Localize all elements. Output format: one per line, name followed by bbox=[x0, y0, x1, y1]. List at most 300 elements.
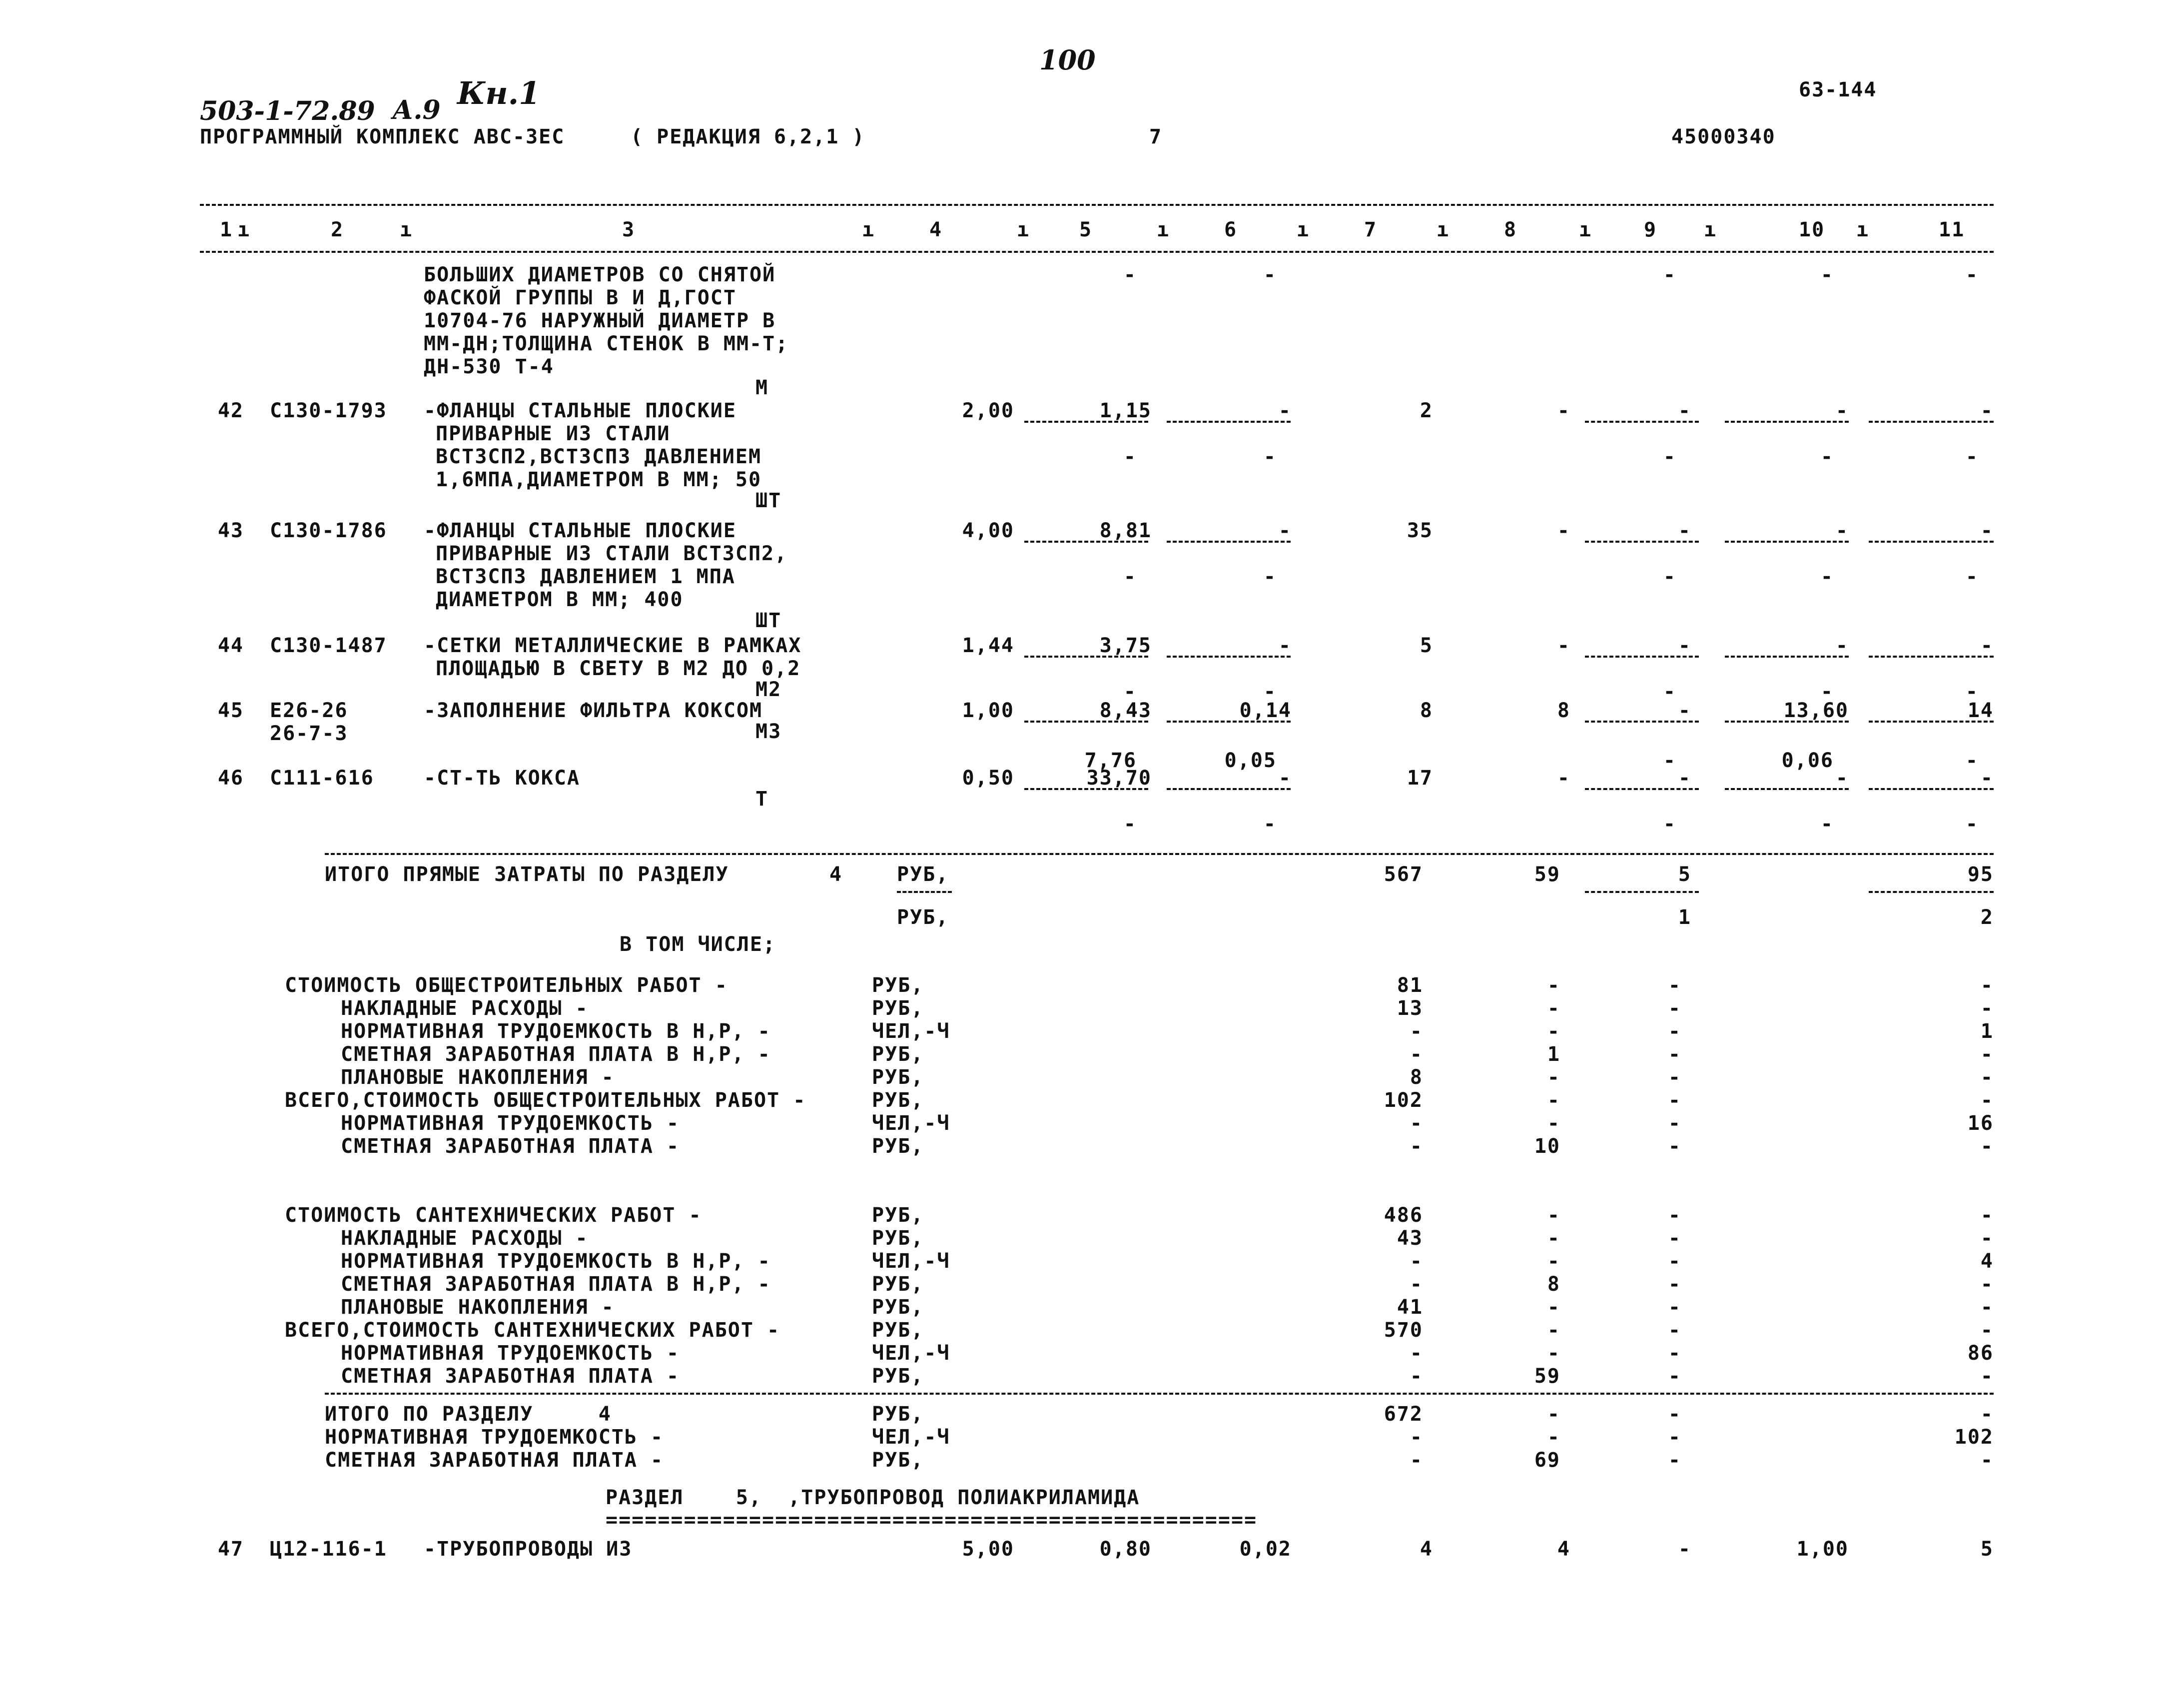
item-value-c11: - bbox=[1980, 767, 1994, 790]
item-value-c9: - bbox=[1678, 634, 1691, 657]
san_rows-unit: РУБ, bbox=[872, 1273, 924, 1296]
san_rows-c9: - bbox=[1668, 1250, 1681, 1273]
item-value-c6: - bbox=[1278, 519, 1292, 542]
item-value-c8: - bbox=[1557, 399, 1570, 422]
item-subvalue-d6: - bbox=[1263, 445, 1277, 468]
item-subvalue-d6: 0,05 bbox=[1224, 749, 1277, 772]
san_rows-c9: - bbox=[1668, 1296, 1681, 1319]
item-value-c8: - bbox=[1557, 767, 1570, 790]
total-direct-label: ИТОГО ПРЯМЫЕ ЗАТРАТЫ ПО РАЗДЕЛУ bbox=[325, 863, 729, 886]
gen_rows-c8: - bbox=[1547, 1066, 1560, 1089]
gen_rows-c9: - bbox=[1668, 1020, 1681, 1043]
column-header-2: 2 bbox=[331, 218, 344, 241]
item-code: С111-616 bbox=[270, 767, 374, 790]
gen_rows-unit: ЧЕЛ,-Ч bbox=[872, 1020, 950, 1043]
header-bottom-rule bbox=[200, 251, 1994, 253]
item-value-c5: 1,15 bbox=[1099, 399, 1152, 422]
san_rows-unit: РУБ, bbox=[872, 1365, 924, 1388]
item-subrule bbox=[1585, 788, 1699, 790]
item-value-c8: - bbox=[1557, 519, 1570, 542]
section-total-unit: РУБ, bbox=[872, 1449, 924, 1472]
san_rows-c9: - bbox=[1668, 1342, 1681, 1365]
gen_rows-c8: - bbox=[1547, 974, 1560, 997]
item-description-line: 1,6МПА,ДИАМЕТРОМ В ММ; 50 bbox=[436, 468, 762, 491]
item-value-c11: - bbox=[1980, 634, 1994, 657]
item-subvalue-d9: - bbox=[1663, 565, 1676, 588]
section-total-label: ИТОГО ПО РАЗДЕЛУ 4 bbox=[325, 1403, 612, 1426]
gen_rows-label: НОРМАТИВНАЯ ТРУДОЕМКОСТЬ - bbox=[341, 1112, 680, 1135]
san_rows-unit: РУБ, bbox=[872, 1227, 924, 1250]
item-subvalue-d10: - bbox=[1820, 565, 1834, 588]
item-value-c11: 5 bbox=[1980, 1538, 1994, 1561]
item-value-c9: - bbox=[1678, 399, 1691, 422]
total-direct-number: 4 bbox=[829, 863, 843, 886]
gen_rows-unit: РУБ, bbox=[872, 1043, 924, 1066]
san_rows-c9: - bbox=[1668, 1365, 1681, 1388]
total-direct-c11: 95 bbox=[1967, 863, 1994, 886]
item-subrule bbox=[1167, 541, 1291, 543]
program-name: ПРОГРАММНЫЙ КОМПЛЕКС АВС-3ЕС bbox=[200, 125, 565, 148]
item-number: 46 bbox=[217, 767, 244, 790]
total-direct-c9: 5 bbox=[1678, 863, 1691, 886]
column-header-11: 11 bbox=[1939, 218, 1965, 241]
san_rows-unit: ЧЕЛ,-Ч bbox=[872, 1342, 950, 1365]
section-5-underline: ================================================== bbox=[606, 1509, 1258, 1532]
item-subrule bbox=[1585, 541, 1699, 543]
item-unit: ШТ bbox=[755, 489, 782, 512]
handwritten-page-number: 100 bbox=[1039, 44, 1096, 76]
item-description-line: ПРИВАРНЫЕ ИЗ СТАЛИ bbox=[436, 422, 671, 445]
gen_rows-c9: - bbox=[1668, 1089, 1681, 1112]
column-header-7: 7 bbox=[1364, 218, 1378, 241]
item-value-c8: - bbox=[1557, 634, 1570, 657]
item-number: 44 bbox=[217, 634, 244, 657]
gen_rows-c11: - bbox=[1980, 1066, 1994, 1089]
gen_rows-c9: - bbox=[1668, 1135, 1681, 1158]
column-header-4: 4 bbox=[929, 218, 943, 241]
item-description-line: ПЛОЩАДЬЮ В СВЕТУ В М2 ДО 0,2 bbox=[436, 657, 801, 680]
gen_rows-label: СТОИМОСТЬ ОБЩЕСТРОИТЕЛЬНЫХ РАБОТ - bbox=[285, 974, 728, 997]
gen_rows-c9: - bbox=[1668, 1043, 1681, 1066]
item-unit: М2 bbox=[755, 678, 782, 701]
san_rows-c11: 86 bbox=[1967, 1342, 1994, 1365]
gen_rows-c7: 102 bbox=[1384, 1089, 1423, 1112]
item-description-line: ПРИВАРНЫЕ ИЗ СТАЛИ ВСТ3СП2, bbox=[436, 542, 788, 565]
item-unit: ШТ bbox=[755, 609, 782, 632]
edition: ( РЕДАКЦИЯ 6,2,1 ) bbox=[631, 125, 865, 148]
item-subvalue-d5: - bbox=[1123, 565, 1137, 588]
column-header-9: 9 bbox=[1644, 218, 1657, 241]
column-separator: ı bbox=[237, 218, 251, 241]
item-description-line: -ТРУБОПРОВОДЫ ИЗ bbox=[424, 1538, 633, 1561]
column-separator: ı bbox=[400, 218, 413, 241]
item-subvalue-d9: - bbox=[1663, 680, 1676, 703]
item-subrule bbox=[1869, 788, 1994, 790]
item-number: 42 bbox=[217, 399, 244, 422]
gen_rows-c7: 8 bbox=[1410, 1066, 1423, 1089]
san_rows-c8: - bbox=[1547, 1319, 1560, 1342]
section-total-c8: - bbox=[1547, 1403, 1560, 1426]
item-value-c7: 8 bbox=[1420, 699, 1433, 722]
san_rows-c8: - bbox=[1547, 1204, 1560, 1227]
san_rows-c11: - bbox=[1980, 1365, 1994, 1388]
item-subrule bbox=[1725, 656, 1849, 658]
item-subrule bbox=[1024, 721, 1148, 723]
san_rows-unit: РУБ, bbox=[872, 1319, 924, 1342]
item-subrule bbox=[1725, 421, 1849, 423]
section-total-unit: РУБ, bbox=[872, 1403, 924, 1426]
item-subvalue-d10: - bbox=[1820, 445, 1834, 468]
item-code: С130-1487 bbox=[270, 634, 387, 657]
section-total-c11: - bbox=[1980, 1449, 1994, 1472]
san_rows-c7: - bbox=[1410, 1273, 1423, 1296]
handwritten-book: Кн.1 bbox=[457, 75, 541, 111]
total-direct-rule-11 bbox=[1869, 891, 1994, 893]
item-subrule bbox=[1869, 421, 1994, 423]
item-code: Е26-26 bbox=[270, 699, 348, 722]
item-subvalue-d10: 0,06 bbox=[1781, 749, 1834, 772]
item-subvalue-d11: - bbox=[1965, 565, 1979, 588]
item-code: С130-1793 bbox=[270, 399, 387, 422]
item-subrule bbox=[1024, 788, 1148, 790]
item-value-c9: - bbox=[1678, 767, 1691, 790]
column-separator: ı bbox=[862, 218, 875, 241]
san_rows-c11: - bbox=[1980, 1273, 1994, 1296]
item-value-c7: 5 bbox=[1420, 634, 1433, 657]
gen_rows-c11: 16 bbox=[1967, 1112, 1994, 1135]
gen_rows-c9: - bbox=[1668, 1066, 1681, 1089]
item-subvalue-d9: - bbox=[1663, 263, 1676, 286]
section-total-unit: ЧЕЛ,-Ч bbox=[872, 1426, 950, 1449]
gen_rows-label: НАКЛАДНЫЕ РАСХОДЫ - bbox=[341, 997, 589, 1020]
item-subrule bbox=[1024, 421, 1148, 423]
section-total-c7: 672 bbox=[1384, 1403, 1423, 1426]
item-value-c10: - bbox=[1835, 399, 1849, 422]
item-code-2: 26-7-3 bbox=[270, 722, 348, 745]
item-subvalue-d5: - bbox=[1123, 263, 1137, 286]
item-subrule bbox=[1869, 656, 1994, 658]
item-subrule bbox=[1725, 721, 1849, 723]
san_rows-label: СМЕТНАЯ ЗАРАБОТНАЯ ПЛАТА - bbox=[341, 1365, 680, 1388]
item-value-c7: 2 bbox=[1420, 399, 1433, 422]
section-total-c8: 69 bbox=[1534, 1449, 1560, 1472]
item-value-c4: 1,44 bbox=[962, 634, 1014, 657]
column-separator: ı bbox=[1704, 218, 1717, 241]
gen_rows-c8: - bbox=[1547, 1089, 1560, 1112]
san_rows-label: НОРМАТИВНАЯ ТРУДОЕМКОСТЬ В Н,Р, - bbox=[341, 1250, 771, 1273]
item-number: 43 bbox=[217, 519, 244, 542]
item-value-c10: - bbox=[1835, 767, 1849, 790]
section-total-c9: - bbox=[1668, 1403, 1681, 1426]
item-value-c11: 14 bbox=[1967, 699, 1994, 722]
item-subvalue-d9: - bbox=[1663, 749, 1676, 772]
item-value-c8: 8 bbox=[1557, 699, 1570, 722]
column-header-1: 1 bbox=[220, 218, 233, 241]
san_rows-c11: - bbox=[1980, 1319, 1994, 1342]
item-subvalue-d5: 7,76 bbox=[1084, 749, 1137, 772]
item-description-line: -СЕТКИ МЕТАЛЛИЧЕСКИЕ В РАМКАХ bbox=[424, 634, 802, 657]
item-value-c7: 35 bbox=[1407, 519, 1433, 542]
san_rows-c7: - bbox=[1410, 1250, 1423, 1273]
san_rows-c11: - bbox=[1980, 1296, 1994, 1319]
item-subvalue-d9: - bbox=[1663, 813, 1676, 836]
item-value-c10: 1,00 bbox=[1796, 1538, 1849, 1561]
total-direct-d11: 2 bbox=[1980, 906, 1994, 929]
gen_rows-c8: 1 bbox=[1547, 1043, 1560, 1066]
item-value-c5: 8,43 bbox=[1099, 699, 1152, 722]
column-separator: ı bbox=[1017, 218, 1030, 241]
item-value-c5: 33,70 bbox=[1086, 767, 1152, 790]
item-subvalue-d11: - bbox=[1965, 263, 1979, 286]
item-subvalue-d10: - bbox=[1820, 813, 1834, 836]
handwritten-doc-code: 503-1-72.89 bbox=[200, 96, 375, 126]
item-description-line: БОЛЬШИХ ДИАМЕТРОВ СО СНЯТОЙ bbox=[424, 263, 776, 286]
item-value-c11: - bbox=[1980, 519, 1994, 542]
section-total-c11: - bbox=[1980, 1403, 1994, 1426]
section-total-rule bbox=[325, 853, 1994, 855]
item-description-line: -ФЛАНЦЫ СТАЛЬНЫЕ ПЛОСКИЕ bbox=[424, 519, 736, 542]
item-value-c5: 0,80 bbox=[1099, 1538, 1152, 1561]
item-subvalue-d6: - bbox=[1263, 813, 1277, 836]
section-5-title: РАЗДЕЛ 5, ,ТРУБОПРОВОД ПОЛИАКРИЛАМИДА bbox=[606, 1486, 1140, 1509]
san_rows-c8: - bbox=[1547, 1342, 1560, 1365]
item-value-c6: 0,02 bbox=[1239, 1538, 1292, 1561]
section-total-c9: - bbox=[1668, 1426, 1681, 1449]
item-description-line: 10704-76 НАРУЖНЫЙ ДИАМЕТР В bbox=[424, 309, 776, 332]
column-header-3: 3 bbox=[622, 218, 636, 241]
item-value-c4: 5,00 bbox=[962, 1538, 1014, 1561]
san_rows-c7: 570 bbox=[1384, 1319, 1423, 1342]
gen_rows-c11: - bbox=[1980, 1089, 1994, 1112]
san_rows-label: ВСЕГО,СТОИМОСТЬ САНТЕХНИЧЕСКИХ РАБОТ - bbox=[285, 1319, 780, 1342]
item-value-c9: - bbox=[1678, 1538, 1691, 1561]
item-unit: М3 bbox=[755, 720, 782, 743]
item-subrule bbox=[1585, 721, 1699, 723]
item-value-c4: 1,00 bbox=[962, 699, 1014, 722]
item-subvalue-d5: - bbox=[1123, 813, 1137, 836]
san_rows-c8: 8 bbox=[1547, 1273, 1560, 1296]
item-unit: М bbox=[755, 376, 769, 399]
total-direct-c7: 567 bbox=[1384, 863, 1423, 886]
san_rows-c7: - bbox=[1410, 1365, 1423, 1388]
item-subrule bbox=[1725, 541, 1849, 543]
item-value-c6: 0,14 bbox=[1239, 699, 1292, 722]
gen_rows-unit: РУБ, bbox=[872, 1135, 924, 1158]
column-header-6: 6 bbox=[1224, 218, 1238, 241]
gen_rows-c8: - bbox=[1547, 1020, 1560, 1043]
item-subvalue-d11: - bbox=[1965, 813, 1979, 836]
san_rows-c8: 59 bbox=[1534, 1365, 1560, 1388]
san_rows-c7: 41 bbox=[1397, 1296, 1423, 1319]
column-separator: ı bbox=[1157, 218, 1170, 241]
item-value-c5: 3,75 bbox=[1099, 634, 1152, 657]
item-subvalue-d5: - bbox=[1123, 445, 1137, 468]
item-value-c10: - bbox=[1835, 634, 1849, 657]
san_rows-c8: - bbox=[1547, 1227, 1560, 1250]
item-value-c10: - bbox=[1835, 519, 1849, 542]
gen_rows-c8: 10 bbox=[1534, 1135, 1560, 1158]
gen_rows-c9: - bbox=[1668, 1112, 1681, 1135]
san_rows-label: НОРМАТИВНАЯ ТРУДОЕМКОСТЬ - bbox=[341, 1342, 680, 1365]
item-description-line: -СТ-ТЬ КОКСА bbox=[424, 767, 580, 790]
san_rows-c8: - bbox=[1547, 1250, 1560, 1273]
item-value-c7: 17 bbox=[1407, 767, 1433, 790]
gen_rows-c8: - bbox=[1547, 997, 1560, 1020]
san_rows-c7: - bbox=[1410, 1342, 1423, 1365]
item-description-line: ФАСКОЙ ГРУППЫ В И Д,ГОСТ bbox=[424, 286, 736, 309]
section-total-c11: 102 bbox=[1954, 1426, 1994, 1449]
item-value-c10: 13,60 bbox=[1783, 699, 1849, 722]
san_rows-c11: - bbox=[1980, 1227, 1994, 1250]
san_rows-unit: ЧЕЛ,-Ч bbox=[872, 1250, 950, 1273]
san_rows-c11: - bbox=[1980, 1204, 1994, 1227]
including-label: В ТОМ ЧИСЛЕ; bbox=[620, 933, 776, 956]
column-header-10: 10 bbox=[1799, 218, 1825, 241]
item-description-line: ДН-530 Т-4 bbox=[424, 355, 554, 378]
total-direct-c8: 59 bbox=[1534, 863, 1560, 886]
item-value-c6: - bbox=[1278, 634, 1292, 657]
column-separator: ı bbox=[1856, 218, 1870, 241]
item-description-line: ВСТ3СП2,ВСТ3СП3 ДАВЛЕНИЕМ bbox=[436, 445, 762, 468]
item-subvalue-d10: - bbox=[1820, 263, 1834, 286]
section-total-c9: - bbox=[1668, 1449, 1681, 1472]
section-total-label: СМЕТНАЯ ЗАРАБОТНАЯ ПЛАТА - bbox=[325, 1449, 664, 1472]
gen_rows-c7: - bbox=[1410, 1020, 1423, 1043]
gen_rows-c11: - bbox=[1980, 1135, 1994, 1158]
gen_rows-c7: - bbox=[1410, 1043, 1423, 1066]
column-header-5: 5 bbox=[1079, 218, 1093, 241]
item-value-c6: - bbox=[1278, 399, 1292, 422]
item-subrule bbox=[1167, 656, 1291, 658]
gen_rows-label: ПЛАНОВЫЕ НАКОПЛЕНИЯ - bbox=[341, 1066, 615, 1089]
san_rows-c7: 486 bbox=[1384, 1204, 1423, 1227]
section-total-c7: - bbox=[1410, 1426, 1423, 1449]
san_rows-c8: - bbox=[1547, 1296, 1560, 1319]
gen_rows-label: ВСЕГО,СТОИМОСТЬ ОБЩЕСТРОИТЕЛЬНЫХ РАБОТ - bbox=[285, 1089, 806, 1112]
item-description-line: ДИАМЕТРОМ В ММ; 400 bbox=[436, 588, 684, 611]
gen_rows-c9: - bbox=[1668, 974, 1681, 997]
gen_rows-c8: - bbox=[1547, 1112, 1560, 1135]
header-top-rule bbox=[200, 204, 1994, 206]
san_rows-c9: - bbox=[1668, 1273, 1681, 1296]
gen_rows-label: СМЕТНАЯ ЗАРАБОТНАЯ ПЛАТА - bbox=[341, 1135, 680, 1158]
item-subvalue-d11: - bbox=[1965, 680, 1979, 703]
item-unit: Т bbox=[755, 788, 769, 811]
item-subrule bbox=[1167, 788, 1291, 790]
item-value-c11: - bbox=[1980, 399, 1994, 422]
total-direct-unit-rule bbox=[897, 891, 952, 893]
item-subvalue-d11: - bbox=[1965, 445, 1979, 468]
item-value-c4: 0,50 bbox=[962, 767, 1014, 790]
gen_rows-unit: РУБ, bbox=[872, 974, 924, 997]
san_rows-label: СТОИМОСТЬ САНТЕХНИЧЕСКИХ РАБОТ - bbox=[285, 1204, 702, 1227]
item-subrule bbox=[1024, 656, 1148, 658]
print-page-number: 7 bbox=[1149, 125, 1163, 148]
item-value-c6: - bbox=[1278, 767, 1292, 790]
gen_rows-c11: - bbox=[1980, 974, 1994, 997]
gen_rows-c7: - bbox=[1410, 1112, 1423, 1135]
section-total-c7: - bbox=[1410, 1449, 1423, 1472]
item-subrule bbox=[1869, 541, 1994, 543]
gen_rows-c11: - bbox=[1980, 997, 1994, 1020]
item-description-line: -ФЛАНЦЫ СТАЛЬНЫЕ ПЛОСКИЕ bbox=[424, 399, 736, 422]
item-value-c8: 4 bbox=[1557, 1538, 1570, 1561]
gen_rows-c7: 81 bbox=[1397, 974, 1423, 997]
gen_rows-c7: - bbox=[1410, 1135, 1423, 1158]
total-direct-unit: РУБ, bbox=[897, 863, 949, 886]
item-value-c9: - bbox=[1678, 519, 1691, 542]
column-separator: ı bbox=[1579, 218, 1592, 241]
gen_rows-label: СМЕТНАЯ ЗАРАБОТНАЯ ПЛАТА В Н,Р, - bbox=[341, 1043, 771, 1066]
san_rows-c11: 4 bbox=[1980, 1250, 1994, 1273]
san_rows-c9: - bbox=[1668, 1319, 1681, 1342]
item-subvalue-d11: - bbox=[1965, 749, 1979, 772]
item-code: Ц12-116-1 bbox=[270, 1538, 387, 1561]
item-value-c9: - bbox=[1678, 699, 1691, 722]
gen_rows-c11: - bbox=[1980, 1043, 1994, 1066]
item-subvalue-d6: - bbox=[1263, 680, 1277, 703]
item-subrule bbox=[1024, 541, 1148, 543]
item-subrule bbox=[1585, 656, 1699, 658]
item-value-c7: 4 bbox=[1420, 1538, 1433, 1561]
item-subvalue-d6: - bbox=[1263, 565, 1277, 588]
item-description-line: ММ-ДН;ТОЛЩИНА СТЕНОК В ММ-Т; bbox=[424, 332, 789, 355]
item-number: 45 bbox=[217, 699, 244, 722]
item-subvalue-d5: - bbox=[1123, 680, 1137, 703]
item-value-c5: 8,81 bbox=[1099, 519, 1152, 542]
item-description-line: ВСТ3СП3 ДАВЛЕНИЕМ 1 МПА bbox=[436, 565, 735, 588]
san_rows-c9: - bbox=[1668, 1227, 1681, 1250]
san_rows-label: НАКЛАДНЫЕ РАСХОДЫ - bbox=[341, 1227, 589, 1250]
item-description-line: -ЗАПОЛНЕНИЕ ФИЛЬТРА КОКСОМ bbox=[424, 699, 763, 722]
item-subvalue-d6: - bbox=[1263, 263, 1277, 286]
item-value-c4: 4,00 bbox=[962, 519, 1014, 542]
san_rows-unit: РУБ, bbox=[872, 1204, 924, 1227]
gen_rows-label: НОРМАТИВНАЯ ТРУДОЕМКОСТЬ В Н,Р, - bbox=[341, 1020, 771, 1043]
section-total-c8: - bbox=[1547, 1426, 1560, 1449]
column-header-8: 8 bbox=[1504, 218, 1517, 241]
item-subrule bbox=[1725, 788, 1849, 790]
san_rows-unit: РУБ, bbox=[872, 1296, 924, 1319]
gen_rows-unit: РУБ, bbox=[872, 997, 924, 1020]
san_rows-c9: - bbox=[1668, 1204, 1681, 1227]
column-separator: ı bbox=[1437, 218, 1450, 241]
item-subrule bbox=[1167, 421, 1291, 423]
total-direct-unit-2: РУБ, bbox=[897, 906, 949, 929]
gen_rows-c7: 13 bbox=[1397, 997, 1423, 1020]
column-separator: ı bbox=[1297, 218, 1310, 241]
total-direct-rule-9 bbox=[1585, 891, 1699, 893]
gen_rows-unit: ЧЕЛ,-Ч bbox=[872, 1112, 950, 1135]
item-code: С130-1786 bbox=[270, 519, 387, 542]
gen_rows-c11: 1 bbox=[1980, 1020, 1994, 1043]
san_rows-c7: 43 bbox=[1397, 1227, 1423, 1250]
item-subrule bbox=[1869, 721, 1994, 723]
total-direct-d9: 1 bbox=[1678, 906, 1691, 929]
section-total-label: НОРМАТИВНАЯ ТРУДОЕМКОСТЬ - bbox=[325, 1426, 664, 1449]
sheet-number: 63-144 bbox=[1799, 78, 1877, 101]
section-final-rule bbox=[325, 1393, 1994, 1395]
gen_rows-unit: РУБ, bbox=[872, 1089, 924, 1112]
document-code: 45000340 bbox=[1671, 125, 1776, 148]
item-value-c4: 2,00 bbox=[962, 399, 1014, 422]
item-number: 47 bbox=[217, 1538, 244, 1561]
gen_rows-unit: РУБ, bbox=[872, 1066, 924, 1089]
handwritten-album: А.9 bbox=[392, 95, 441, 125]
item-subrule bbox=[1585, 421, 1699, 423]
san_rows-label: СМЕТНАЯ ЗАРАБОТНАЯ ПЛАТА В Н,Р, - bbox=[341, 1273, 771, 1296]
item-subrule bbox=[1167, 721, 1291, 723]
